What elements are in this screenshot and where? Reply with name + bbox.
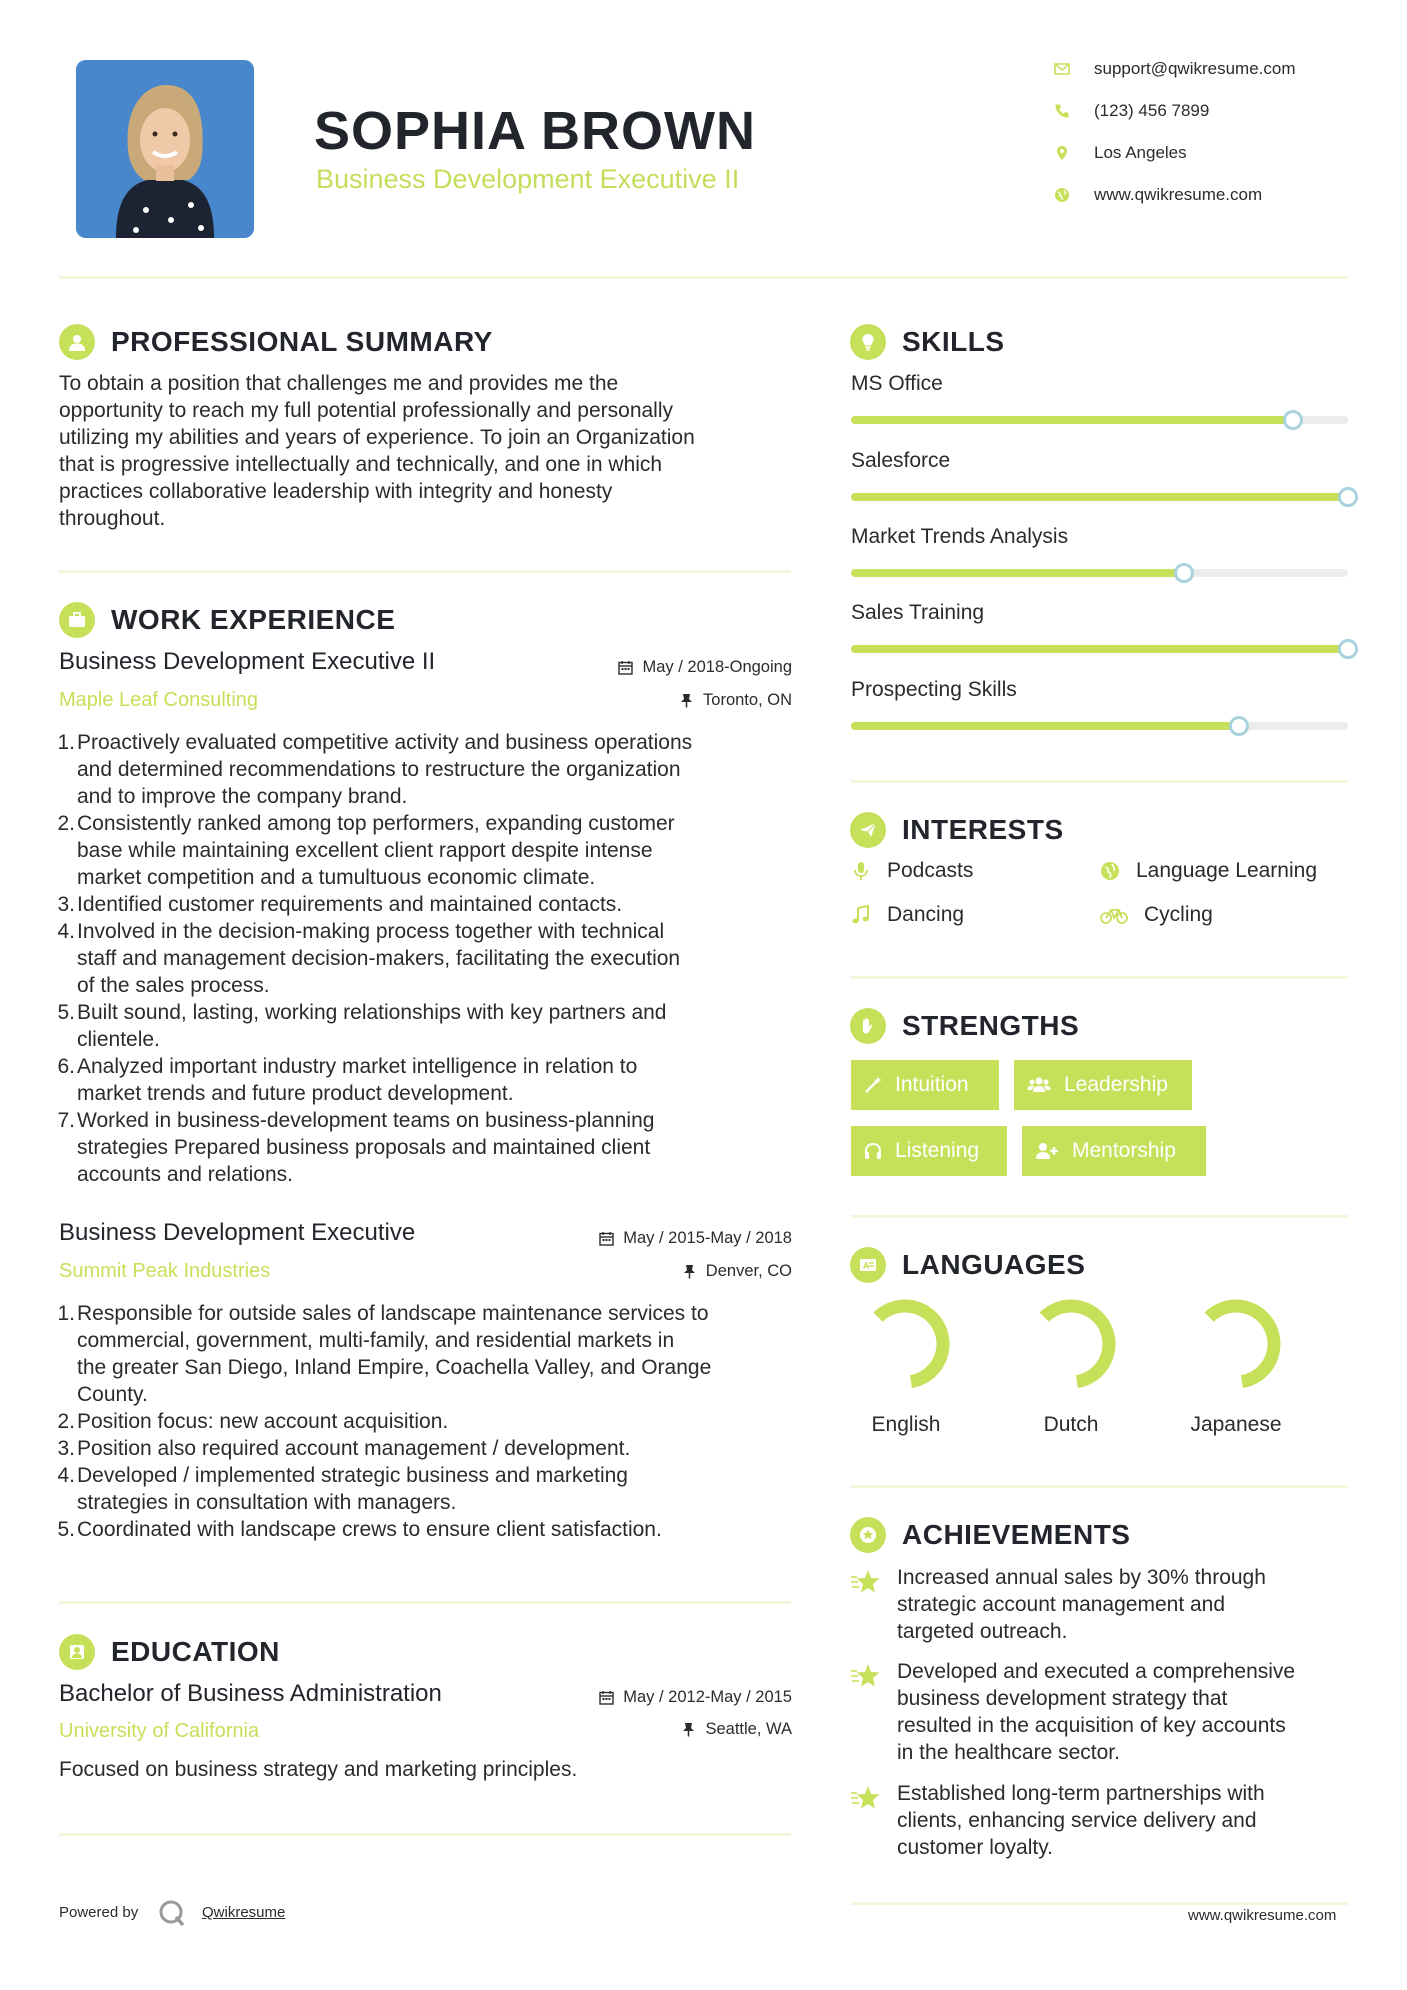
achievement-line: resulted in the acquisition of key accounts [897,1714,1286,1737]
list-line: Proactively evaluated competitive activity and business operations [77,731,693,754]
job-title: Business Development Executive [59,1219,416,1246]
skill-bar [851,493,1348,501]
bicycle-icon [1100,905,1128,925]
users-icon [1026,1075,1052,1095]
list-line: Identified customer requirements and maintained contacts. [77,893,623,916]
list-number: 1. [57,1302,75,1325]
paper-plane-icon [850,812,886,848]
briefcase-icon [59,602,95,638]
skill-bar [851,722,1348,730]
star-icon [851,1662,881,1688]
section-divider [851,1902,1348,1905]
language-label: English [871,1413,941,1436]
interest-item [1100,903,1213,927]
interest-item [851,859,973,883]
hand-icon [850,1008,886,1044]
achievement-line: Increased annual sales by 30% through [897,1566,1266,1589]
skill-label: MS Office [851,372,943,395]
section-divider [851,1485,1348,1488]
education-location [560,1720,792,1739]
qwikresume-link[interactable]: Qwikresume [202,1904,286,1921]
strength-tag [851,1060,999,1110]
list-number: 2. [57,812,75,835]
language-ring [857,1296,953,1392]
language-ring-arc [878,1306,943,1382]
interests-title: INTERESTS [902,814,1064,845]
strength-tag [1014,1060,1192,1110]
interest-item [1100,859,1317,883]
achievement-line: strategic account management and [897,1593,1226,1616]
skill-bar [851,569,1348,577]
achievement-item [851,1780,1348,1861]
list-line: County. [77,1383,148,1406]
work-heading [59,600,395,640]
list-line: Responsible for outside sales of landscape maintenance services to [77,1302,709,1325]
education-dates [540,1688,792,1707]
job-dates [560,658,792,677]
achievements-heading [850,1515,1130,1555]
language-label: Dutch [1043,1413,1099,1436]
strengths-heading [850,1006,1079,1046]
music-icon [851,905,871,925]
interest-item [851,903,964,927]
skills-title: SKILLS [902,326,1005,357]
skill-label: Salesforce [851,449,951,472]
star-icon [851,1784,881,1810]
calendar-icon [599,1231,614,1246]
list-item [59,1408,809,1435]
achievement-text [897,1564,1266,1645]
skill-bar-knob [1338,487,1358,507]
pushpin-icon [681,1722,696,1737]
degree-title: Bachelor of Business Administration [59,1680,442,1707]
summary-line: throughout. [59,507,166,530]
skill-label: Sales Training [851,601,985,624]
summary-line: practices collaborative leadership with integrity and honesty [59,480,613,503]
profile-photo [76,60,254,238]
language-icon [850,1247,886,1283]
list-line: Position also required account management / development. [77,1437,631,1460]
list-line: base while maintaining excellent client rapport despite intense [77,839,653,862]
education-dates-text: May / 2012-May / 2015 [623,1688,792,1706]
achievement-line: targeted outreach. [897,1620,1068,1643]
job-title: Business Development Executive II [59,648,436,675]
job-dates-text: May / 2015-May / 2018 [623,1229,792,1247]
languages-title: LANGUAGES [902,1249,1086,1280]
job-responsibilities [59,729,799,1188]
calendar-icon [599,1690,614,1705]
list-number: 4. [57,1464,75,1487]
list-item [59,1435,809,1462]
list-number: 5. [57,1001,75,1024]
award-icon [850,1517,886,1553]
list-item [59,729,799,810]
contact-location [1052,142,1187,164]
section-divider [59,1833,791,1836]
summary-line: that is progressive intellectually and technically, and one in which [59,453,663,476]
list-item [59,891,799,918]
education-heading [59,1632,280,1672]
contact-website[interactable] [1052,184,1262,206]
user-icon [59,324,95,360]
interest-label: Cycling [1144,903,1213,926]
job-location [560,691,792,710]
section-divider [59,1601,791,1604]
list-line: Position focus: new account acquisition. [77,1410,449,1433]
candidate-title: Business Development Executive II [316,164,740,194]
list-line: of the sales process. [77,974,270,997]
qwikresume-logo-icon [157,1898,187,1928]
list-item [59,1516,809,1543]
strength-label: Intuition [895,1073,969,1096]
svg-text:A: A [863,1261,870,1271]
achievement-item [851,1564,1348,1645]
language-ring [1023,1296,1119,1392]
achievement-line: customer loyalty. [897,1836,1053,1859]
envelope-icon [1052,59,1072,79]
summary-line: utilizing my abilities and years of experience. To join an Organization [59,426,695,449]
interests-heading [850,810,1064,850]
list-line: accounts and relations. [77,1163,293,1186]
list-number: 1. [57,731,75,754]
list-line: Worked in business-development teams on business-planning [77,1109,655,1132]
contact-email-text: support@qwikresume.com [1094,59,1296,78]
job-dates [540,1229,792,1248]
skill-bar [851,645,1348,653]
strength-label: Mentorship [1072,1139,1176,1162]
globe-icon [1100,861,1120,881]
list-line: market trends and future product development. [77,1082,514,1105]
contact-phone[interactable] [1052,100,1209,122]
contact-location-text: Los Angeles [1094,143,1187,162]
job-dates-text: May / 2018-Ongoing [642,658,792,676]
skill-bar-fill [851,645,1348,653]
skill-bar-fill [851,569,1184,577]
section-divider [59,570,791,573]
list-line: Involved in the decision-making process together with technical [77,920,665,943]
skills-heading [850,322,1005,362]
list-line: Developed / implemented strategic business and marketing [77,1464,628,1487]
list-line: Coordinated with landscape crews to ensure client satisfaction. [77,1518,662,1541]
list-item [59,999,799,1053]
skill-bar-knob [1283,410,1303,430]
summary-line: opportunity to reach my full potential professionally and personally [59,399,674,422]
skill-bar-knob [1174,563,1194,583]
list-number: 3. [57,893,75,916]
skill-bar-fill [851,416,1293,424]
summary-title: PROFESSIONAL SUMMARY [111,326,493,357]
company-name: Summit Peak Industries [59,1260,271,1282]
skill-label: Market Trends Analysis [851,525,1069,548]
lightbulb-icon [850,324,886,360]
education-location-text: Seattle, WA [705,1720,792,1738]
achievement-line: in the healthcare sector. [897,1741,1120,1764]
list-line: Analyzed important industry market intelligence in relation to [77,1055,638,1078]
achievement-text [897,1658,1295,1766]
calendar-icon [618,660,633,675]
achievement-line: business development strategy that [897,1687,1228,1710]
list-line: staff and management decision-makers, facilitating the execution [77,947,681,970]
section-divider [851,780,1348,783]
list-line: market competition and a tumultuous economic climate. [77,866,596,889]
skill-bar-fill [851,722,1239,730]
achievement-item [851,1658,1348,1766]
language-label: Japanese [1190,1413,1282,1436]
list-number: 3. [57,1437,75,1460]
list-item [59,1462,809,1516]
contact-email[interactable] [1052,58,1296,80]
achievement-line: Established long-term partnerships with [897,1782,1265,1805]
list-item [59,1107,799,1188]
strength-label: Listening [895,1139,980,1162]
job-responsibilities [59,1300,809,1543]
company-name: Maple Leaf Consulting [59,689,259,711]
footer-website[interactable]: www.qwikresume.com [1188,1907,1337,1924]
skill-bar [851,416,1348,424]
list-line: the greater San Diego, Inland Empire, Coachella Valley, and Orange [77,1356,712,1379]
headphones-icon [863,1141,883,1161]
section-divider [851,1215,1348,1218]
list-line: Built sound, lasting, working relationships with key partners and [77,1001,667,1024]
job-location-text: Toronto, ON [703,691,792,709]
list-item [59,918,799,999]
section-divider [851,976,1348,979]
graduation-icon [59,1634,95,1670]
skill-label: Prospecting Skills [851,678,1017,701]
education-description: Focused on business strategy and marketing principles. [59,1758,578,1781]
strength-tag [851,1126,1007,1176]
languages-heading [850,1245,1085,1285]
list-number: 4. [57,920,75,943]
skill-bar-fill [851,493,1348,501]
phone-icon [1052,101,1072,121]
list-line: and to improve the company brand. [77,785,408,808]
education-title: EDUCATION [111,1636,280,1667]
language-ring-arc [1209,1306,1274,1382]
language-ring [1188,1296,1284,1392]
list-line: Consistently ranked among top performers, expanding customer [77,812,675,835]
list-item [59,1053,799,1107]
interest-label: Dancing [887,903,965,926]
list-item [59,810,799,891]
list-item [59,1300,809,1408]
globe-icon [1052,185,1072,205]
list-line: strategies in consultation with managers. [77,1491,457,1514]
contact-website-text: www.qwikresume.com [1094,185,1263,204]
microphone-icon [851,861,871,881]
job-location [560,1262,792,1281]
skill-bar-knob [1338,639,1358,659]
header-divider [59,276,1348,279]
candidate-name: SOPHIA BROWN [314,101,756,161]
star-icon [851,1568,881,1594]
list-line: clientele. [77,1028,160,1051]
languages-list [851,1296,1348,1456]
list-number: 6. [57,1055,75,1078]
list-line: strategies Prepared business proposals and maintained client [77,1136,651,1159]
school-name: University of California [59,1720,260,1742]
work-title: WORK EXPERIENCE [111,604,396,635]
summary-heading [59,322,493,362]
achievement-line: clients, enhancing service delivery and [897,1809,1257,1832]
skill-bar-knob [1229,716,1249,736]
interest-label: Podcasts [887,859,974,882]
job-location-text: Denver, CO [705,1262,792,1280]
strengths-title: STRENGTHS [902,1010,1080,1041]
magic-wand-icon [863,1075,883,1095]
summary-line: To obtain a position that challenges me and provides me the [59,372,619,395]
achievement-text [897,1780,1265,1861]
powered-by-label: Powered by [59,1904,139,1921]
pushpin-icon [682,1264,697,1279]
achievement-line: Developed and executed a comprehensive [897,1660,1296,1683]
list-line: commercial, government, multi-family, and residential markets in [77,1329,675,1352]
strength-tag [1022,1126,1206,1176]
achievements-title: ACHIEVEMENTS [902,1519,1131,1550]
summary-text [59,370,799,532]
list-number: 2. [57,1410,75,1433]
strength-label: Leadership [1064,1073,1168,1096]
user-plus-icon [1034,1141,1060,1161]
list-number: 5. [57,1518,75,1541]
contact-phone-text: (123) 456 7899 [1094,101,1210,120]
pushpin-icon [679,693,694,708]
language-ring-arc [1044,1306,1109,1382]
map-pin-icon [1052,143,1072,163]
list-number: 7. [57,1109,75,1132]
interest-label: Language Learning [1136,859,1318,882]
list-line: and determined recommendations to restructure the organization [77,758,681,781]
